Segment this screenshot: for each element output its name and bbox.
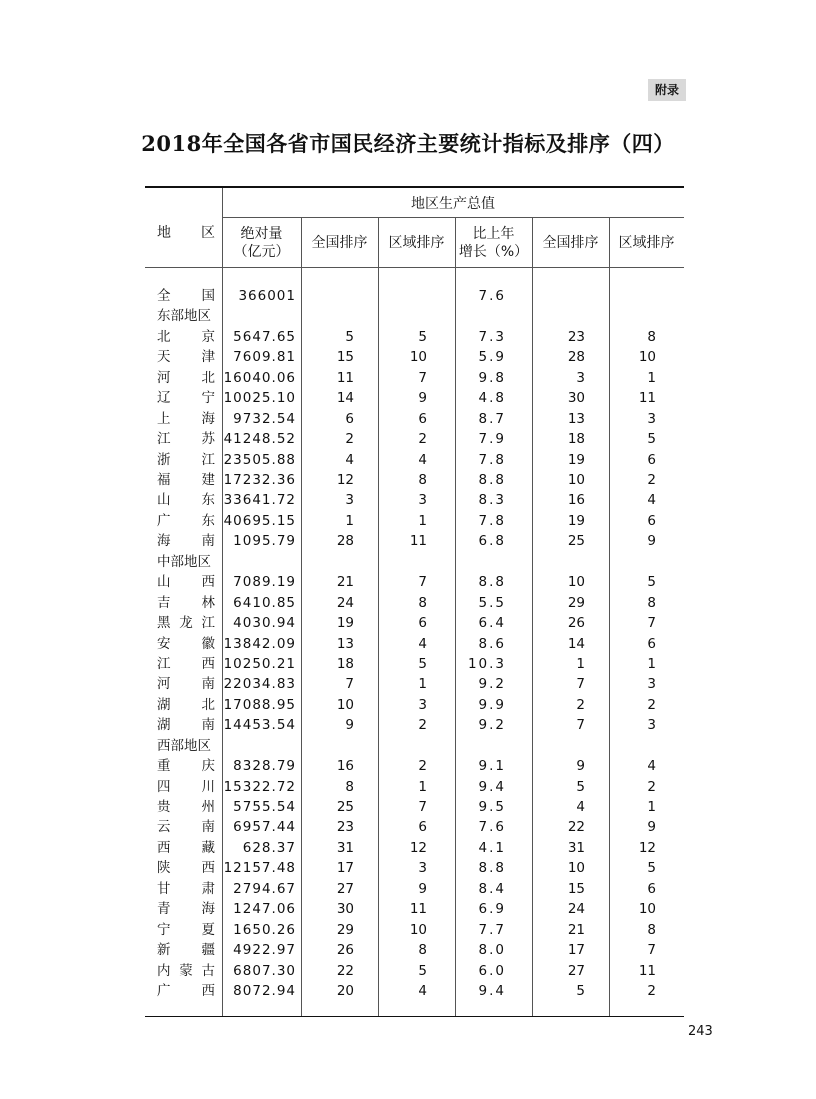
- growth-rate-cell: 7.8: [478, 512, 506, 529]
- regional-rank-cell: 2: [418, 431, 427, 448]
- growth-regional-rank-cell: 11: [638, 962, 656, 979]
- growth-national-rank-cell: 21: [567, 921, 585, 938]
- growth-national-rank-cell: 10: [567, 574, 585, 591]
- gdp-absolute-cell: 7089.19: [233, 574, 296, 591]
- growth-regional-rank-cell: 2: [647, 696, 656, 713]
- regional-rank-cell: 5: [418, 962, 427, 979]
- region-name: 海 南: [157, 533, 215, 550]
- growth-national-rank-cell: 2: [576, 696, 585, 713]
- growth-rate-cell: 4.8: [478, 390, 506, 407]
- regional-rank-cell: 12: [409, 839, 427, 856]
- region-name: 河 北: [157, 369, 215, 386]
- region-name: 云 南: [157, 819, 215, 836]
- national-rank-cell: 20: [336, 983, 354, 999]
- table-row: [145, 920, 684, 940]
- growth-national-rank-cell: 24: [567, 901, 585, 918]
- gdp-absolute-cell: 40695.15: [223, 512, 296, 529]
- regional-rank-cell: 6: [418, 615, 427, 631]
- regional-rank-cell: 7: [418, 574, 427, 591]
- national-rank-cell: 15: [336, 349, 354, 366]
- national-rank-cell: 7: [345, 676, 354, 693]
- region-name: 贵 州: [157, 799, 215, 815]
- national-rank-cell: 12: [336, 472, 354, 488]
- growth-regional-rank-cell: 8: [647, 328, 656, 345]
- growth-regional-rank-cell: 12: [638, 839, 656, 856]
- gdp-absolute-cell: 14453.54: [223, 717, 296, 734]
- gdp-absolute-cell: 41248.52: [223, 431, 296, 448]
- region-name: 辽 宁: [157, 390, 215, 407]
- regional-rank-cell: 4: [418, 635, 427, 652]
- region-name: 甘 肃: [157, 880, 215, 897]
- growth-rate-cell: 8.6: [478, 635, 506, 652]
- regional-rank-cell: 8: [418, 594, 427, 611]
- growth-rate-cell: 8.0: [478, 942, 506, 959]
- region-name: 湖 南: [157, 717, 215, 734]
- national-rank-cell: 30: [336, 901, 354, 918]
- table-row: [145, 572, 684, 592]
- table-row: [145, 674, 684, 694]
- national-rank-cell: 21: [336, 574, 354, 591]
- growth-rate-cell: 7.6: [478, 288, 506, 304]
- growth-regional-rank-cell: 4: [647, 758, 656, 775]
- table-row: [145, 858, 684, 878]
- growth-national-rank-cell: 26: [567, 615, 585, 631]
- region-name: 广 东: [157, 512, 215, 529]
- growth-national-rank-cell: 5: [576, 778, 585, 795]
- growth-rate-cell: 5.5: [478, 594, 506, 611]
- gdp-absolute-cell: 23505.88: [223, 451, 296, 468]
- growth-rate-cell: 7.7: [478, 921, 506, 938]
- national-rank-cell: 24: [336, 594, 354, 611]
- regional-rank-cell: 4: [418, 451, 427, 468]
- national-rank-cell: 29: [336, 921, 354, 938]
- regional-rank-cell: 1: [418, 778, 427, 795]
- growth-rate-cell: 4.1: [478, 839, 506, 856]
- region-group-label: 西部地区: [157, 737, 211, 754]
- regional-rank-cell: 7: [418, 369, 427, 386]
- growth-national-rank-cell: 16: [567, 492, 585, 509]
- gdp-absolute-cell: 2794.67: [233, 880, 296, 897]
- table-row: [145, 981, 684, 1001]
- gdp-absolute-cell: 6957.44: [233, 819, 296, 836]
- table-row: [145, 593, 684, 613]
- region-group-row: [145, 552, 684, 572]
- regional-rank-cell: 3: [418, 860, 427, 877]
- table-row: [145, 634, 684, 654]
- region-name: 重 庆: [157, 758, 215, 775]
- table-row: [145, 531, 684, 551]
- gdp-absolute-cell: 16040.06: [223, 369, 296, 386]
- growth-rate-cell: 8.8: [478, 574, 506, 591]
- national-rank-cell: 11: [336, 369, 354, 386]
- growth-national-rank-cell: 10: [567, 472, 585, 488]
- table-row: [145, 368, 684, 388]
- growth-national-rank-cell: 1: [576, 655, 585, 672]
- gdp-absolute-cell: 1095.79: [233, 533, 296, 550]
- growth-regional-rank-cell: 1: [647, 799, 656, 815]
- national-rank-cell: 10: [336, 696, 354, 713]
- region-name: 青 海: [157, 901, 215, 918]
- region-name: 北 京: [157, 328, 215, 345]
- gdp-absolute-cell: 13842.09: [223, 635, 296, 652]
- national-rank-cell: 1: [345, 512, 354, 529]
- table-row: [145, 715, 684, 735]
- growth-regional-rank-cell: 4: [647, 492, 656, 509]
- growth-national-rank-cell: 29: [567, 594, 585, 611]
- growth-national-rank-cell: 10: [567, 860, 585, 877]
- regional-rank-cell: 6: [418, 410, 427, 427]
- regional-rank-cell: 9: [418, 390, 427, 407]
- growth-regional-rank-cell: 3: [647, 676, 656, 693]
- growth-rate-cell: 8.8: [478, 472, 506, 488]
- region-name: 江 西: [157, 655, 215, 672]
- region-name: 山 东: [157, 492, 215, 509]
- national-rank-cell: 26: [336, 942, 354, 959]
- table-row: [145, 797, 684, 817]
- table-bottom-rule: [145, 1016, 684, 1017]
- national-rank-cell: 9: [345, 717, 354, 734]
- growth-national-rank-cell: 25: [567, 533, 585, 550]
- national-rank-cell: 23: [336, 819, 354, 836]
- gdp-absolute-cell: 4030.94: [233, 615, 296, 631]
- appendix-tab: 附录: [648, 79, 686, 101]
- table-row: [145, 777, 684, 797]
- growth-rate-cell: 8.3: [478, 492, 506, 509]
- table-row: [145, 879, 684, 899]
- growth-national-rank-cell: 5: [576, 983, 585, 999]
- regional-rank-cell: 9: [418, 880, 427, 897]
- header-bottom-rule: [145, 267, 684, 268]
- growth-national-rank-cell: 19: [567, 451, 585, 468]
- gdp-absolute-cell: 33641.72: [223, 492, 296, 509]
- table-row: [145, 940, 684, 960]
- growth-regional-rank-cell: 7: [647, 942, 656, 959]
- table-row: [145, 838, 684, 858]
- growth-header: 比上年 增长（%）: [458, 226, 529, 260]
- growth-regional-rank-cell: 6: [647, 512, 656, 529]
- regional-rank-header: 区域排序: [388, 235, 445, 251]
- regional-rank-cell: 10: [409, 921, 427, 938]
- gdp-absolute-cell: 10250.21: [223, 655, 296, 672]
- regional-rank-cell: 2: [418, 758, 427, 775]
- growth-national-rank-cell: 7: [576, 717, 585, 734]
- region-name: 四 川: [157, 778, 215, 795]
- growth-national-rank-header: 全国排序: [542, 235, 599, 251]
- growth-regional-rank-cell: 8: [647, 921, 656, 938]
- table-row: [145, 961, 684, 981]
- region-name: 河 南: [157, 676, 215, 693]
- national-rank-cell: 16: [336, 758, 354, 775]
- region-group-label: 东部地区: [157, 308, 211, 325]
- regional-rank-cell: 1: [418, 512, 427, 529]
- growth-national-rank-cell: 22: [567, 819, 585, 836]
- region-name: 新 疆: [157, 942, 215, 959]
- growth-rate-cell: 8.4: [478, 880, 506, 897]
- regional-rank-cell: 2: [418, 717, 427, 734]
- growth-national-rank-cell: 13: [567, 410, 585, 427]
- national-rank-cell: 8: [345, 778, 354, 795]
- regional-rank-cell: 6: [418, 819, 427, 836]
- growth-rate-cell: 9.1: [478, 758, 506, 775]
- region-name: 陕 西: [157, 860, 215, 877]
- regional-rank-cell: 3: [418, 696, 427, 713]
- growth-rate-cell: 9.8: [478, 369, 506, 386]
- region-name: 广 西: [157, 983, 215, 999]
- growth-rate-cell: 10.3: [467, 655, 506, 672]
- table-row: [145, 470, 684, 490]
- gdp-absolute-cell: 8328.79: [233, 758, 296, 775]
- table-row: [145, 756, 684, 776]
- growth-rate-cell: 6.4: [478, 615, 506, 631]
- table-row: [145, 511, 684, 531]
- growth-national-rank-cell: 30: [567, 390, 585, 407]
- growth-rate-cell: 9.5: [478, 799, 506, 815]
- table-row: [145, 347, 684, 367]
- growth-rate-cell: 7.6: [478, 819, 506, 836]
- growth-regional-rank-cell: 5: [647, 860, 656, 877]
- national-rank-header: 全国排序: [311, 235, 368, 251]
- growth-rate-cell: 7.3: [478, 328, 506, 345]
- growth-regional-rank-cell: 2: [647, 983, 656, 999]
- region-name: 上 海: [157, 410, 215, 427]
- table-row: [145, 409, 684, 429]
- growth-regional-rank-cell: 11: [638, 390, 656, 407]
- growth-rate-cell: 9.4: [478, 778, 506, 795]
- table-row: [145, 695, 684, 715]
- region-name: 黑 龙 江: [157, 615, 215, 631]
- national-rank-cell: 19: [336, 615, 354, 631]
- table-row: [145, 388, 684, 408]
- growth-regional-rank-cell: 3: [647, 410, 656, 427]
- growth-regional-rank-cell: 2: [647, 778, 656, 795]
- growth-rate-cell: 5.9: [478, 349, 506, 366]
- table-row: [145, 286, 684, 306]
- gdp-group-header: 地区生产总值: [411, 196, 495, 212]
- growth-regional-rank-cell: 6: [647, 451, 656, 468]
- national-rank-cell: 14: [336, 390, 354, 407]
- gdp-absolute-cell: 15322.72: [223, 778, 296, 795]
- table-row: [145, 654, 684, 674]
- gdp-absolute-cell: 7609.81: [233, 349, 296, 366]
- national-rank-cell: 4: [345, 451, 354, 468]
- growth-national-rank-cell: 23: [567, 328, 585, 345]
- region-name: 福 建: [157, 472, 215, 488]
- growth-regional-rank-cell: 8: [647, 594, 656, 611]
- gdp-absolute-cell: 12157.48: [223, 860, 296, 877]
- gdp-absolute-cell: 17232.36: [223, 472, 296, 488]
- region-group-row: [145, 306, 684, 326]
- table-row: [145, 817, 684, 837]
- region-name: 浙 江: [157, 451, 215, 468]
- regional-rank-cell: 11: [409, 533, 427, 550]
- growth-rate-cell: 8.8: [478, 860, 506, 877]
- region-name: 内 蒙 古: [157, 962, 215, 979]
- growth-regional-rank-cell: 6: [647, 635, 656, 652]
- growth-regional-rank-cell: 10: [638, 901, 656, 918]
- page-title: 2018年全国各省市国民经济主要统计指标及排序（四）: [141, 131, 675, 156]
- gdp-absolute-cell: 6410.85: [233, 594, 296, 611]
- growth-rate-cell: 9.9: [478, 696, 506, 713]
- growth-national-rank-cell: 31: [567, 839, 585, 856]
- growth-rate-cell: 7.8: [478, 451, 506, 468]
- national-rank-cell: 27: [336, 880, 354, 897]
- table-top-rule: [145, 186, 684, 188]
- gdp-absolute-cell: 17088.95: [223, 696, 296, 713]
- regional-rank-cell: 11: [409, 901, 427, 918]
- growth-national-rank-cell: 28: [567, 349, 585, 366]
- national-rank-cell: 5: [345, 328, 354, 345]
- growth-regional-rank-cell: 10: [638, 349, 656, 366]
- growth-national-rank-cell: 18: [567, 431, 585, 448]
- regional-rank-cell: 8: [418, 942, 427, 959]
- growth-national-rank-cell: 19: [567, 512, 585, 529]
- regional-rank-cell: 4: [418, 983, 427, 999]
- growth-rate-cell: 7.9: [478, 431, 506, 448]
- region-group-row: [145, 736, 684, 756]
- gdp-absolute-cell: 10025.10: [223, 390, 296, 407]
- gdp-absolute-cell: 6807.30: [233, 962, 296, 979]
- region-name: 宁 夏: [157, 921, 215, 938]
- regional-rank-cell: 1: [418, 676, 427, 693]
- gdp-absolute-cell: 1650.26: [233, 921, 296, 938]
- national-rank-cell: 3: [345, 492, 354, 509]
- gdp-absolute-cell: 5755.54: [233, 799, 296, 815]
- region-group-label: 中部地区: [157, 553, 211, 570]
- regional-rank-cell: 5: [418, 328, 427, 345]
- growth-regional-rank-cell: 1: [647, 655, 656, 672]
- national-rank-cell: 17: [336, 860, 354, 877]
- growth-rate-cell: 6.8: [478, 533, 506, 550]
- header-divider: [222, 217, 684, 218]
- gdp-absolute-cell: 366001: [238, 288, 296, 304]
- growth-rate-cell: 8.7: [478, 410, 506, 427]
- region-name: 吉 林: [157, 594, 215, 611]
- growth-national-rank-cell: 27: [567, 962, 585, 979]
- national-rank-cell: 31: [336, 839, 354, 856]
- region-name: 江 苏: [157, 431, 215, 448]
- region-name: 安 徽: [157, 635, 215, 652]
- gdp-absolute-cell: 4922.97: [233, 942, 296, 959]
- table-row: [145, 490, 684, 510]
- growth-regional-rank-cell: 5: [647, 431, 656, 448]
- national-rank-cell: 13: [336, 635, 354, 652]
- gdp-absolute-cell: 9732.54: [233, 410, 296, 427]
- regional-rank-cell: 10: [409, 349, 427, 366]
- gdp-absolute-cell: 1247.06: [233, 901, 296, 918]
- growth-national-rank-cell: 9: [576, 758, 585, 775]
- region-name: 天 津: [157, 349, 215, 366]
- growth-regional-rank-cell: 1: [647, 369, 656, 386]
- regional-rank-cell: 8: [418, 472, 427, 488]
- gdp-absolute-cell: 5647.65: [233, 328, 296, 345]
- region-name: 全 国: [157, 288, 215, 304]
- growth-rate-cell: 9.4: [478, 983, 506, 999]
- region-name: 西 藏: [157, 839, 215, 856]
- growth-regional-rank-cell: 9: [647, 533, 656, 550]
- page-number: 243: [688, 1024, 713, 1039]
- national-rank-cell: 28: [336, 533, 354, 550]
- national-rank-cell: 2: [345, 431, 354, 448]
- regional-rank-cell: 5: [418, 655, 427, 672]
- growth-rate-cell: 9.2: [478, 717, 506, 734]
- national-rank-cell: 6: [345, 410, 354, 427]
- table-row: [145, 899, 684, 919]
- growth-rate-cell: 9.2: [478, 676, 506, 693]
- gdp-absolute-cell: 22034.83: [223, 676, 296, 693]
- table-row: [145, 429, 684, 449]
- gdp-absolute-cell: 8072.94: [233, 983, 296, 999]
- national-rank-cell: 22: [336, 962, 354, 979]
- regional-rank-cell: 7: [418, 799, 427, 815]
- regional-rank-cell: 3: [418, 492, 427, 509]
- growth-regional-rank-header: 区域排序: [618, 235, 675, 251]
- growth-regional-rank-cell: 5: [647, 574, 656, 591]
- growth-national-rank-cell: 14: [567, 635, 585, 652]
- growth-rate-cell: 6.0: [478, 962, 506, 979]
- region-name: 山 西: [157, 574, 215, 591]
- growth-regional-rank-cell: 9: [647, 819, 656, 836]
- absolute-value-header: 绝对量 （亿元）: [233, 226, 290, 260]
- growth-regional-rank-cell: 3: [647, 717, 656, 734]
- gdp-absolute-cell: 628.37: [242, 839, 296, 856]
- table-row: [145, 613, 684, 633]
- region-name: 湖 北: [157, 696, 215, 713]
- growth-regional-rank-cell: 6: [647, 880, 656, 897]
- table-row: [145, 327, 684, 347]
- growth-national-rank-cell: 4: [576, 799, 585, 815]
- table-row: [145, 450, 684, 470]
- growth-regional-rank-cell: 7: [647, 615, 656, 631]
- national-rank-cell: 25: [336, 799, 354, 815]
- national-rank-cell: 18: [336, 655, 354, 672]
- growth-national-rank-cell: 3: [576, 369, 585, 386]
- growth-national-rank-cell: 7: [576, 676, 585, 693]
- growth-regional-rank-cell: 2: [647, 472, 656, 488]
- growth-national-rank-cell: 17: [567, 942, 585, 959]
- region-column-header: 地 区: [157, 225, 215, 241]
- growth-national-rank-cell: 15: [567, 880, 585, 897]
- growth-rate-cell: 6.9: [478, 901, 506, 918]
